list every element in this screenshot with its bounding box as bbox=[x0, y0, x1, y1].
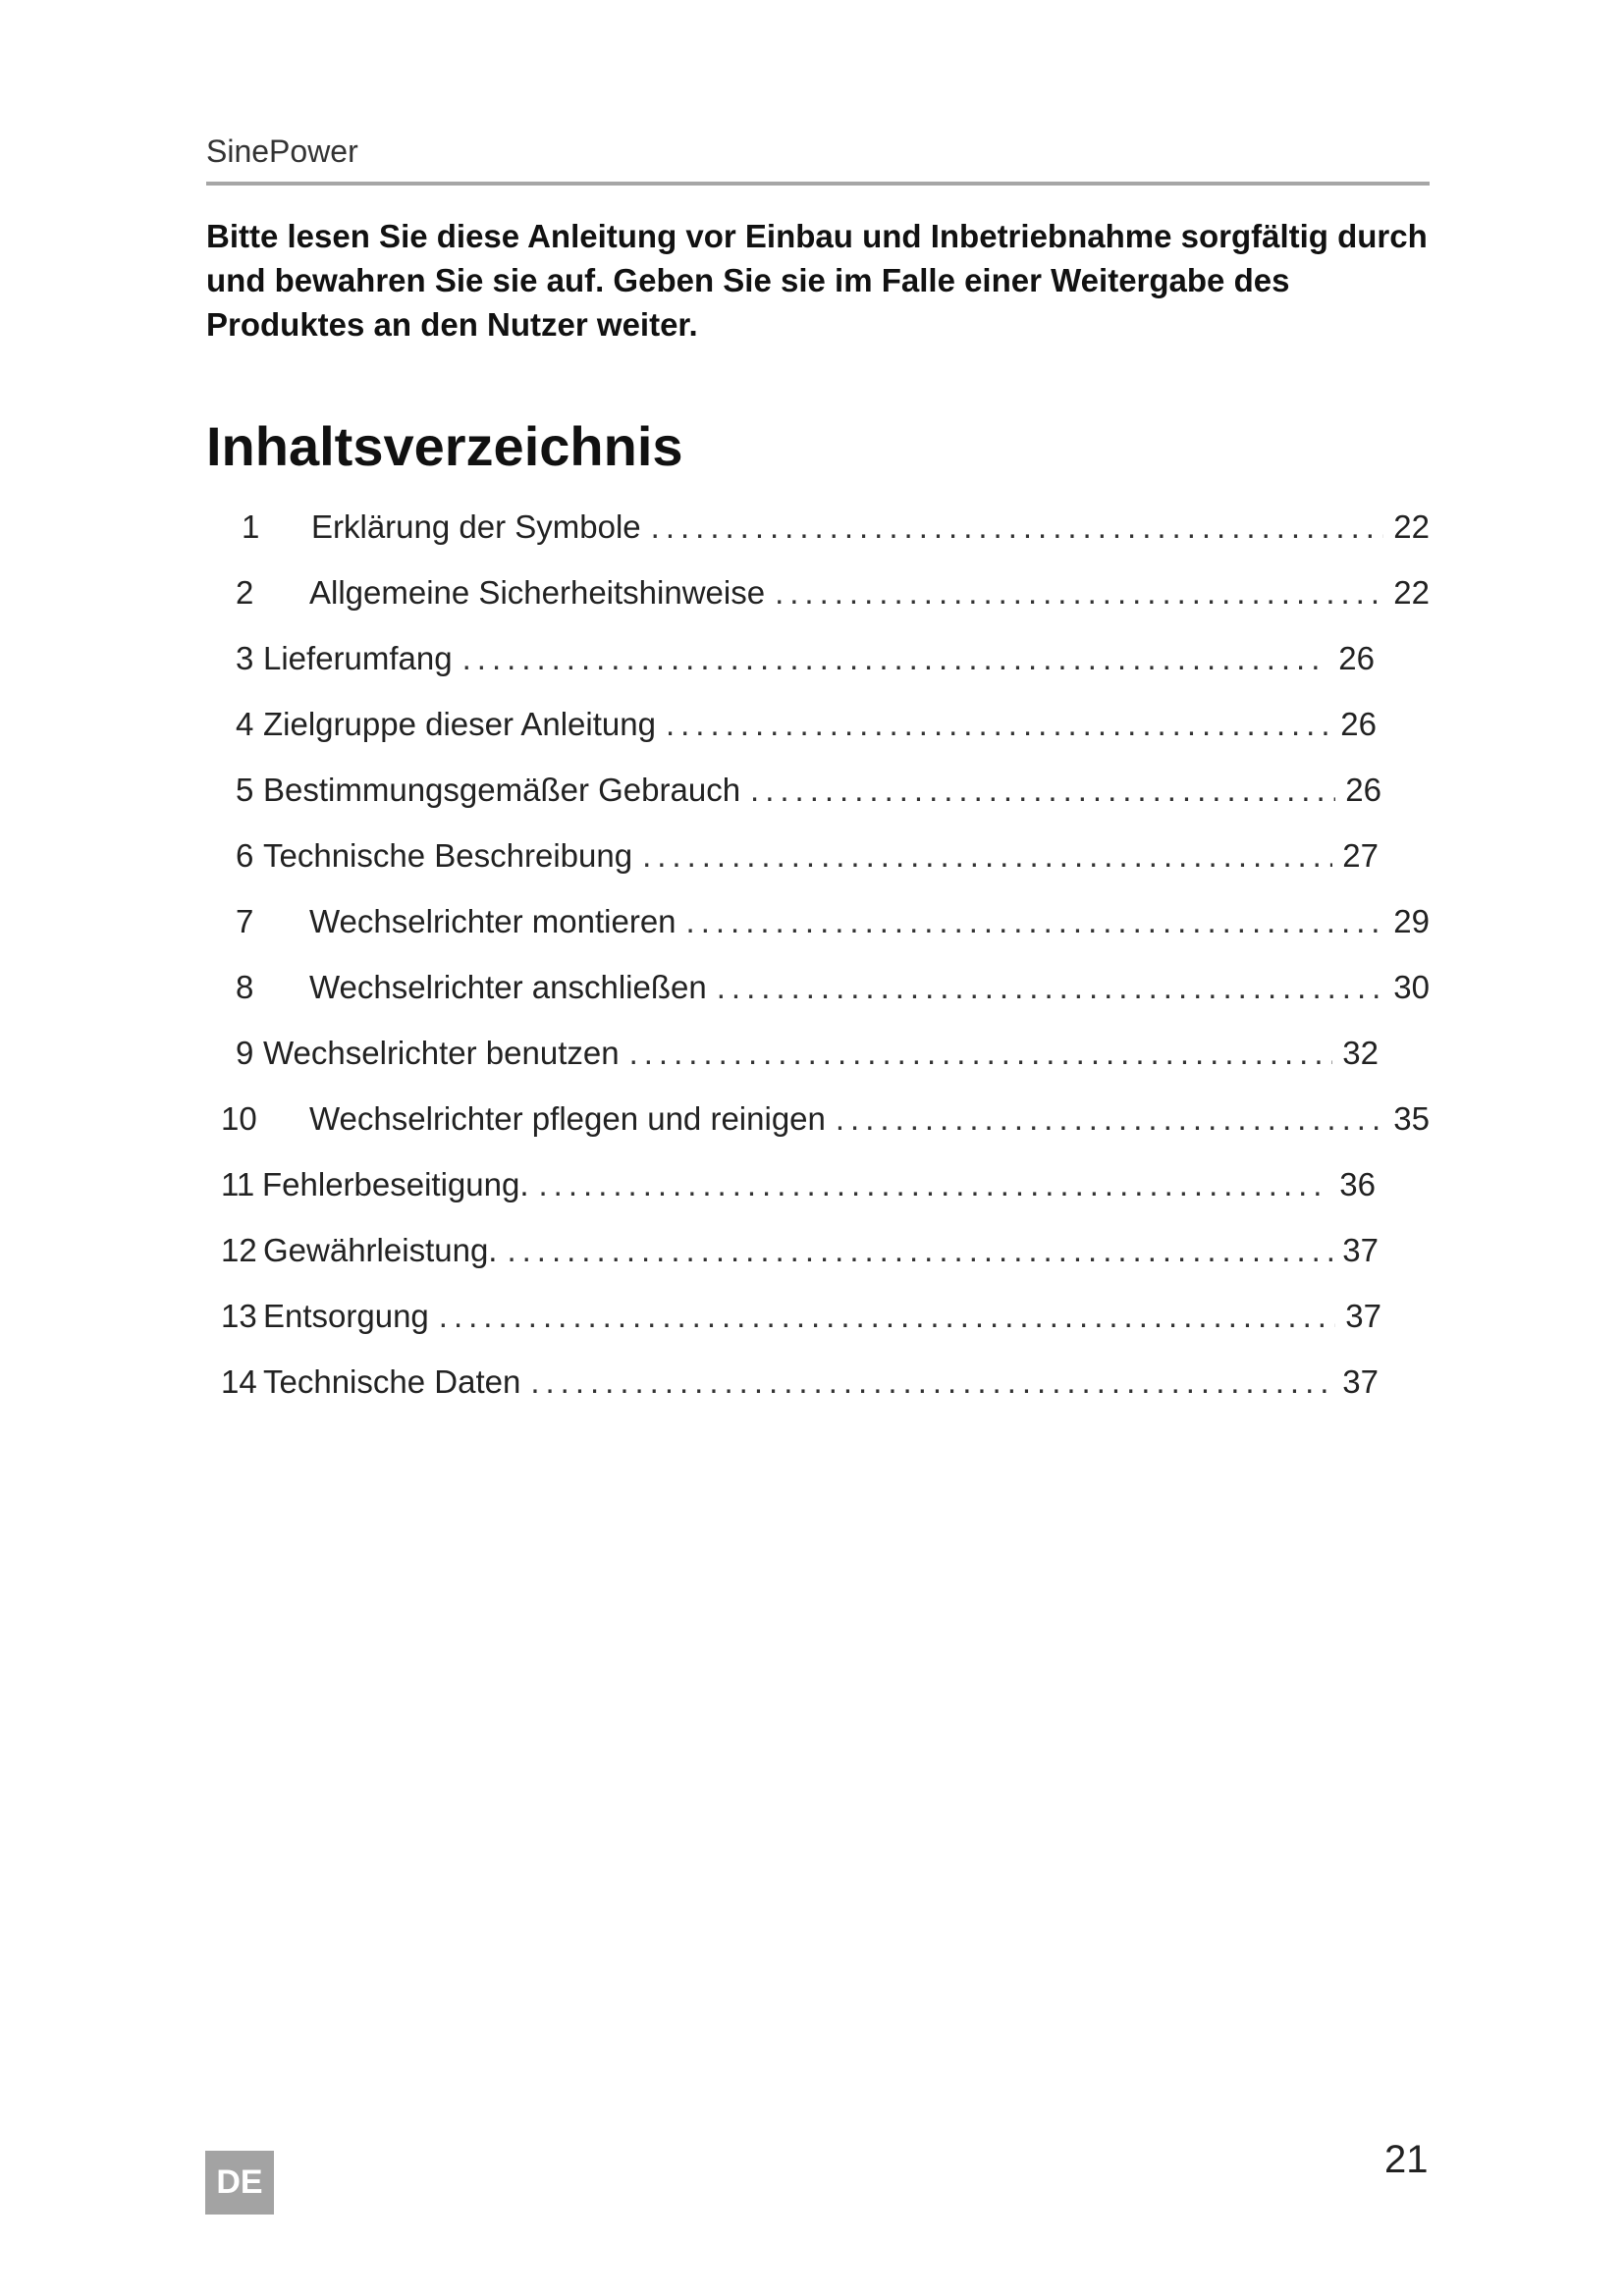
header-divider bbox=[206, 182, 1430, 186]
toc-leader-dots bbox=[836, 1100, 1383, 1138]
toc-entry-title: Erklärung der Symbole bbox=[311, 508, 641, 545]
toc-entry-title: Entsorgung bbox=[263, 1298, 429, 1334]
toc-leader-dots bbox=[651, 508, 1384, 546]
toc-entry-page: 29 bbox=[1393, 903, 1430, 939]
intro-notice: Bitte lesen Sie diese Anleitung vor Einbau und Inbetriebnahme sorgfältig durch und bewahren Sie sie auf. Geben Sie sie im Falle einer Weitergabe des Produktes an den Nutzer weiter. bbox=[206, 218, 1428, 343]
toc-entry-number: 5 bbox=[236, 772, 254, 808]
toc-leader-dots bbox=[775, 574, 1383, 612]
toc-leader-dots bbox=[642, 837, 1332, 875]
toc-entry[interactable] bbox=[236, 1035, 1379, 1082]
toc-entry-number: 6 bbox=[236, 837, 254, 874]
toc-entry-title: Gewährleistung. bbox=[263, 1232, 498, 1268]
toc-entry-page: 30 bbox=[1393, 969, 1430, 1005]
toc-entry[interactable] bbox=[236, 772, 1381, 819]
toc-entry-page: 22 bbox=[1393, 508, 1430, 545]
toc-entry-title: Technische Daten bbox=[263, 1363, 521, 1400]
toc-entry[interactable] bbox=[236, 837, 1379, 884]
toc-leader-dots bbox=[439, 1298, 1335, 1335]
toc-entry-page: 27 bbox=[1342, 837, 1379, 874]
toc-entry-page: 22 bbox=[1393, 574, 1430, 611]
toc-entry-page: 37 bbox=[1345, 1298, 1381, 1334]
toc-leader-dots bbox=[539, 1166, 1330, 1203]
toc-entry[interactable] bbox=[221, 1232, 1379, 1279]
toc-entry-number: 13 bbox=[221, 1298, 257, 1334]
language-badge: DE bbox=[205, 2151, 274, 2215]
toc-entry-title: Lieferumfang bbox=[263, 640, 453, 676]
toc-entry[interactable] bbox=[221, 1166, 1376, 1213]
running-header: SinePower bbox=[206, 133, 358, 169]
toc-leader-dots bbox=[666, 706, 1330, 743]
toc-entry-number: 14 bbox=[221, 1363, 257, 1400]
toc-entry-title: Fehlerbeseitigung. bbox=[262, 1166, 529, 1202]
toc-leader-dots bbox=[507, 1232, 1332, 1269]
toc-entry[interactable] bbox=[236, 574, 1430, 621]
toc-entry-number: 9 bbox=[236, 1035, 254, 1071]
toc-entry[interactable] bbox=[236, 903, 1430, 950]
toc-entry-number: 2 bbox=[236, 574, 254, 611]
toc-entry-page: 26 bbox=[1338, 640, 1375, 676]
toc-entry-page: 36 bbox=[1339, 1166, 1376, 1202]
toc-entry[interactable] bbox=[242, 508, 1430, 556]
toc-entry-title: Bestimmungsgemäßer Gebrauch bbox=[263, 772, 741, 808]
toc-entry-page: 35 bbox=[1393, 1100, 1430, 1137]
toc-entry-page: 37 bbox=[1342, 1232, 1379, 1268]
toc-entry[interactable] bbox=[236, 640, 1375, 687]
toc-title: Inhaltsverzeichnis bbox=[206, 415, 683, 477]
toc-leader-dots bbox=[462, 640, 1329, 677]
toc-leader-dots bbox=[530, 1363, 1332, 1401]
toc-entry-title: Wechselrichter pflegen und reinigen bbox=[309, 1100, 826, 1137]
page-number: 21 bbox=[1384, 2138, 1429, 2181]
toc-entry-number: 4 bbox=[236, 706, 254, 742]
toc-entry-number: 11 bbox=[221, 1166, 255, 1202]
toc-entry-title: Wechselrichter anschließen bbox=[309, 969, 707, 1005]
toc-entry[interactable] bbox=[236, 969, 1430, 1016]
toc-entry-number: 12 bbox=[221, 1232, 257, 1268]
toc-entry[interactable] bbox=[221, 1100, 1430, 1148]
toc-entry-page: 37 bbox=[1342, 1363, 1379, 1400]
toc-entry[interactable] bbox=[221, 1298, 1381, 1345]
toc-entry-number: 10 bbox=[221, 1100, 257, 1137]
toc-leader-dots bbox=[686, 903, 1384, 940]
toc-leader-dots bbox=[750, 772, 1335, 809]
toc-entry-number: 7 bbox=[236, 903, 254, 939]
toc-entry-title: Wechselrichter benutzen bbox=[263, 1035, 620, 1071]
toc-entry-title: Zielgruppe dieser Anleitung bbox=[263, 706, 656, 742]
toc-entry-title: Technische Beschreibung bbox=[263, 837, 633, 874]
toc-leader-dots bbox=[717, 969, 1384, 1006]
toc-entry-page: 26 bbox=[1340, 706, 1377, 742]
toc-entry-number: 1 bbox=[242, 508, 260, 545]
toc-entry-page: 26 bbox=[1345, 772, 1381, 808]
toc-entry-number: 3 bbox=[236, 640, 254, 676]
toc-entry[interactable] bbox=[236, 706, 1377, 753]
toc-entry-number: 8 bbox=[236, 969, 254, 1005]
toc-entry-title: Allgemeine Sicherheitshinweise bbox=[309, 574, 766, 611]
toc-leader-dots bbox=[629, 1035, 1333, 1072]
toc-entry-title: Wechselrichter montieren bbox=[309, 903, 677, 939]
toc-entry[interactable] bbox=[221, 1363, 1379, 1411]
toc-entry-page: 32 bbox=[1342, 1035, 1379, 1071]
